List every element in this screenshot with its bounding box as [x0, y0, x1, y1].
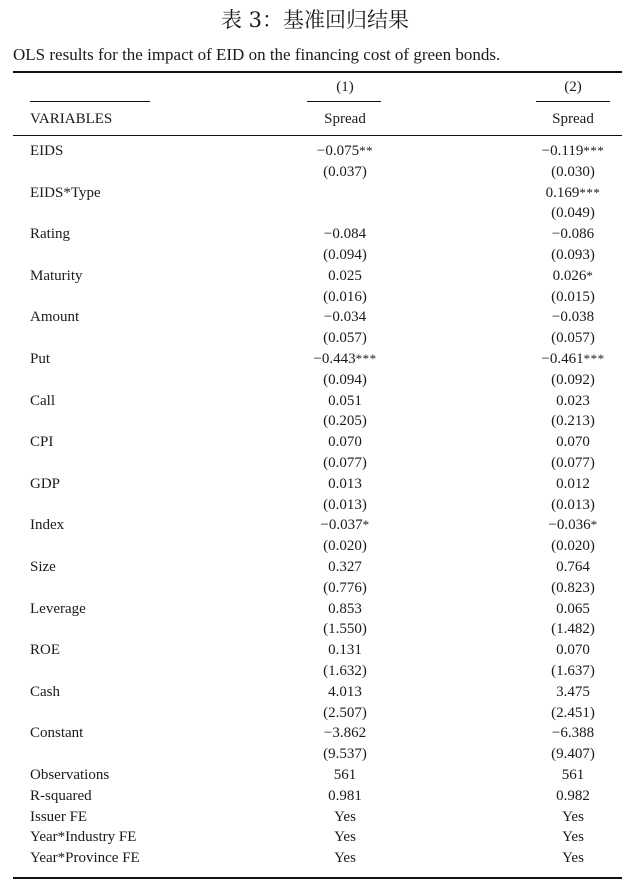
cell-col2: [473, 746, 630, 763]
cell-col1-value: 0.013: [328, 475, 362, 492]
footer-col1-value: 561: [333, 767, 357, 783]
cell-col2-value: (0.092): [551, 371, 595, 388]
row-label-value: Maturity: [30, 267, 83, 284]
cell-col2-value: (0.015): [551, 288, 595, 305]
cell-col1: [245, 455, 445, 472]
cell-col2-stars: ***: [583, 143, 605, 158]
row-label: [30, 351, 50, 368]
footer-col2-value: 0.982: [556, 787, 590, 804]
cell-col1: [245, 476, 445, 493]
cell-col1: [245, 621, 445, 638]
cell-col2-value: −6.388: [551, 725, 595, 742]
cell-col2: [473, 185, 630, 202]
row-label: [30, 434, 53, 451]
cell-col1: [245, 663, 445, 680]
footer-col2: [473, 767, 630, 784]
footer-label-value: Year*Province FE: [30, 850, 140, 867]
footer-label: [30, 767, 109, 784]
cell-col1: [245, 434, 445, 451]
cell-col1-stars: ***: [355, 351, 377, 366]
cell-col2-value: (1.637): [551, 663, 595, 679]
cell-col2-value: 0.065: [556, 600, 590, 617]
footer-label: [30, 788, 92, 805]
cell-col2-stars: *: [586, 267, 594, 283]
row-label: [30, 642, 60, 659]
cell-col1-value: (0.205): [323, 413, 367, 430]
cell-col1: [245, 413, 445, 430]
cell-col2-value: (0.057): [551, 330, 595, 347]
col-number-1: (1): [336, 79, 354, 95]
cell-col2-value: −0.036: [548, 517, 591, 534]
cell-col2: [473, 642, 630, 659]
cell-col2-value: (0.049): [551, 205, 595, 222]
cell-col2: [473, 621, 630, 638]
cell-col2: [473, 455, 630, 472]
cell-col1: [245, 247, 445, 264]
cell-col1: [245, 372, 445, 389]
cell-col1-value: 0.025: [328, 267, 362, 284]
cell-col1-value: (0.077): [323, 455, 367, 471]
cell-col2-value: 0.026: [552, 267, 587, 284]
cell-col1: [245, 164, 445, 181]
cell-col1: [245, 330, 445, 347]
cell-col1: [245, 601, 445, 618]
row-label-value: EIDS*Type: [30, 184, 101, 201]
cell-col1-value: (0.016): [323, 288, 367, 305]
cell-col2: [473, 705, 630, 722]
cell-col1-value: 4.013: [328, 683, 362, 700]
row-label: [30, 559, 56, 576]
footer-col1: [245, 809, 445, 826]
cell-col2-value: −0.038: [551, 309, 595, 326]
cell-col2-value: −0.086: [551, 226, 595, 243]
footer-col2: [473, 788, 630, 805]
cell-col1: [245, 538, 445, 555]
cell-col2: [473, 476, 630, 493]
cell-col1-value: 0.131: [328, 642, 362, 659]
row-label: [30, 393, 55, 410]
row-label: [30, 476, 60, 493]
cell-col1-value: (0.013): [323, 496, 367, 513]
row-label-value: Call: [30, 392, 55, 409]
cell-col1: [245, 580, 445, 597]
cell-col2-stars: ***: [579, 184, 601, 200]
cell-col1-value: (1.632): [323, 663, 367, 679]
row-label: [30, 517, 64, 534]
cell-col2-value: (0.020): [551, 538, 595, 555]
cell-col1-stars: **: [359, 143, 374, 158]
cell-col2-value: (0.213): [551, 413, 595, 430]
cell-col2-value: (0.093): [551, 247, 595, 263]
row-label: [30, 268, 83, 285]
cell-col1: [245, 289, 445, 306]
cell-col2: [473, 559, 630, 576]
cell-col1-value: 0.853: [328, 600, 362, 617]
cell-col2-value: (0.013): [551, 496, 595, 513]
cell-col2-value: −0.461: [541, 351, 584, 367]
dep-var-2: Spread: [552, 111, 594, 127]
cell-col1-stars: *: [362, 517, 370, 533]
row-label: [30, 684, 60, 701]
cell-col1: [245, 517, 445, 534]
cell-col1: [245, 393, 445, 410]
cell-col2: [473, 226, 630, 243]
variables-label: VARIABLES: [30, 111, 113, 127]
cell-col2: [473, 372, 630, 389]
cell-col2: [473, 538, 630, 555]
cell-col2: [473, 351, 630, 368]
footer-col2: [473, 829, 630, 846]
cell-col1-value: −0.037: [320, 517, 363, 534]
cell-col2: [473, 725, 630, 742]
footer-label-value: Year*Industry FE: [30, 829, 137, 846]
cell-col1-value: (2.507): [323, 704, 367, 721]
footer-col1-value: 0.981: [328, 787, 362, 804]
cell-col2: [473, 684, 630, 701]
cell-col1-value: (9.537): [323, 746, 367, 763]
dep-var-1: Spread: [324, 111, 366, 127]
cell-col1: [245, 143, 445, 160]
cell-col2: [473, 205, 630, 222]
cell-col1: [245, 497, 445, 514]
cell-col1: [245, 705, 445, 722]
cell-col2-value: (9.407): [551, 746, 595, 763]
cell-col2-value: (2.451): [551, 704, 595, 721]
row-label: [30, 226, 70, 243]
row-label-value: Constant: [30, 725, 84, 742]
cell-col2: [473, 268, 630, 285]
cell-col1: [245, 268, 445, 285]
row-label-value: CPI: [30, 434, 54, 451]
cell-col2-value: 0.070: [556, 434, 590, 451]
row-label-value: Rating: [30, 226, 70, 243]
cell-col2-value: −0.119: [541, 143, 584, 159]
cell-col2: [473, 309, 630, 326]
footer-col1-value: Yes: [334, 829, 356, 846]
row-label: [30, 143, 63, 160]
cell-col1: [245, 684, 445, 701]
cell-col2-value: 0.070: [556, 642, 590, 659]
cell-col1: [245, 642, 445, 659]
footer-label-value: Issuer FE: [30, 808, 88, 825]
table-caption: 表 3：基准回归结果: [220, 8, 410, 32]
footer-col1-value: Yes: [334, 850, 356, 867]
row-label-value: ROE: [30, 642, 60, 659]
cell-col1-value: (0.776): [323, 579, 367, 596]
row-label: [30, 601, 86, 618]
cell-col1-value: 0.051: [328, 392, 362, 409]
cell-col1-value: 0.070: [328, 434, 362, 451]
cell-col1-value: (0.094): [323, 247, 367, 263]
cell-col2: [473, 413, 630, 430]
cell-col1: [245, 351, 445, 368]
cell-col1-value: (0.094): [323, 371, 367, 388]
footer-col1: [245, 850, 445, 867]
cell-col1-value: (0.037): [323, 163, 367, 180]
cell-col1-value: −0.443: [313, 351, 356, 367]
footer-col2-value: Yes: [562, 829, 584, 846]
cell-col1-value: −0.075: [316, 143, 360, 159]
cell-col2-value: (0.030): [551, 163, 595, 180]
cell-col1-value: −0.034: [323, 309, 367, 326]
cell-col2-value: (0.077): [551, 455, 595, 471]
cell-col2: [473, 393, 630, 410]
cell-col2: [473, 601, 630, 618]
cell-col2: [473, 330, 630, 347]
cell-col2-value: 0.169: [545, 184, 580, 201]
cell-col2: [473, 143, 630, 160]
bottom-rule: [13, 877, 622, 879]
footer-label-value: Observations: [30, 767, 110, 783]
row-label-value: Size: [30, 559, 56, 575]
cell-col1: [245, 559, 445, 576]
row-label-value: Put: [30, 351, 51, 367]
cell-col2: [473, 247, 630, 264]
table-subtitle: OLS results for the impact of EID on the financing cost of green bonds.: [13, 45, 501, 64]
cell-col2-stars: ***: [583, 351, 605, 366]
cell-col1-value: 0.327: [328, 559, 362, 575]
footer-col1-value: Yes: [334, 808, 356, 825]
cell-col2: [473, 517, 630, 534]
row-label-value: EIDS: [30, 143, 64, 159]
footer-label: [30, 809, 87, 826]
row-label-value: Amount: [30, 309, 80, 326]
cell-col2: [473, 580, 630, 597]
footer-label: [30, 829, 136, 846]
row-label: [30, 185, 101, 202]
cell-col2-value: 0.764: [556, 559, 590, 575]
row-label-value: Cash: [30, 683, 60, 700]
cell-col1: [245, 309, 445, 326]
col-number-2: (2): [564, 79, 582, 95]
cell-col2: [473, 164, 630, 181]
row-label: [30, 309, 79, 326]
cell-col2: [473, 663, 630, 680]
footer-col1: [245, 788, 445, 805]
footer-col2: [473, 809, 630, 826]
row-label-value: GDP: [30, 475, 61, 492]
footer-label-value: R-squared: [30, 787, 92, 804]
footer-col2-value: Yes: [562, 808, 584, 825]
cell-col1-value: −0.084: [323, 226, 367, 243]
cell-col1-value: (0.020): [323, 538, 367, 555]
footer-col1: [245, 829, 445, 846]
footer-label: [30, 850, 140, 867]
cell-col2-value: (0.823): [551, 579, 595, 596]
cell-col1-value: (1.550): [323, 621, 367, 638]
cell-col2-value: 0.023: [556, 392, 590, 409]
footer-col2-value: Yes: [562, 850, 584, 867]
cell-col2-value: 0.012: [556, 475, 590, 492]
cell-col2: [473, 289, 630, 306]
cell-col1-value: −3.862: [323, 725, 367, 742]
cell-col2-stars: *: [590, 517, 598, 533]
row-label-value: Index: [30, 517, 65, 534]
cell-col1: [245, 226, 445, 243]
footer-col2: [473, 850, 630, 867]
footer-col1: [245, 767, 445, 784]
cell-col2: [473, 497, 630, 514]
cell-col2-value: 3.475: [556, 683, 590, 700]
row-label: [30, 725, 83, 742]
cell-col2: [473, 434, 630, 451]
footer-col2-value: 561: [561, 767, 585, 783]
cell-col1: [245, 746, 445, 763]
cell-col1-value: (0.057): [323, 330, 367, 347]
row-label-value: Leverage: [30, 600, 86, 617]
cell-col2-value: (1.482): [551, 621, 595, 638]
cell-col1: [245, 725, 445, 742]
